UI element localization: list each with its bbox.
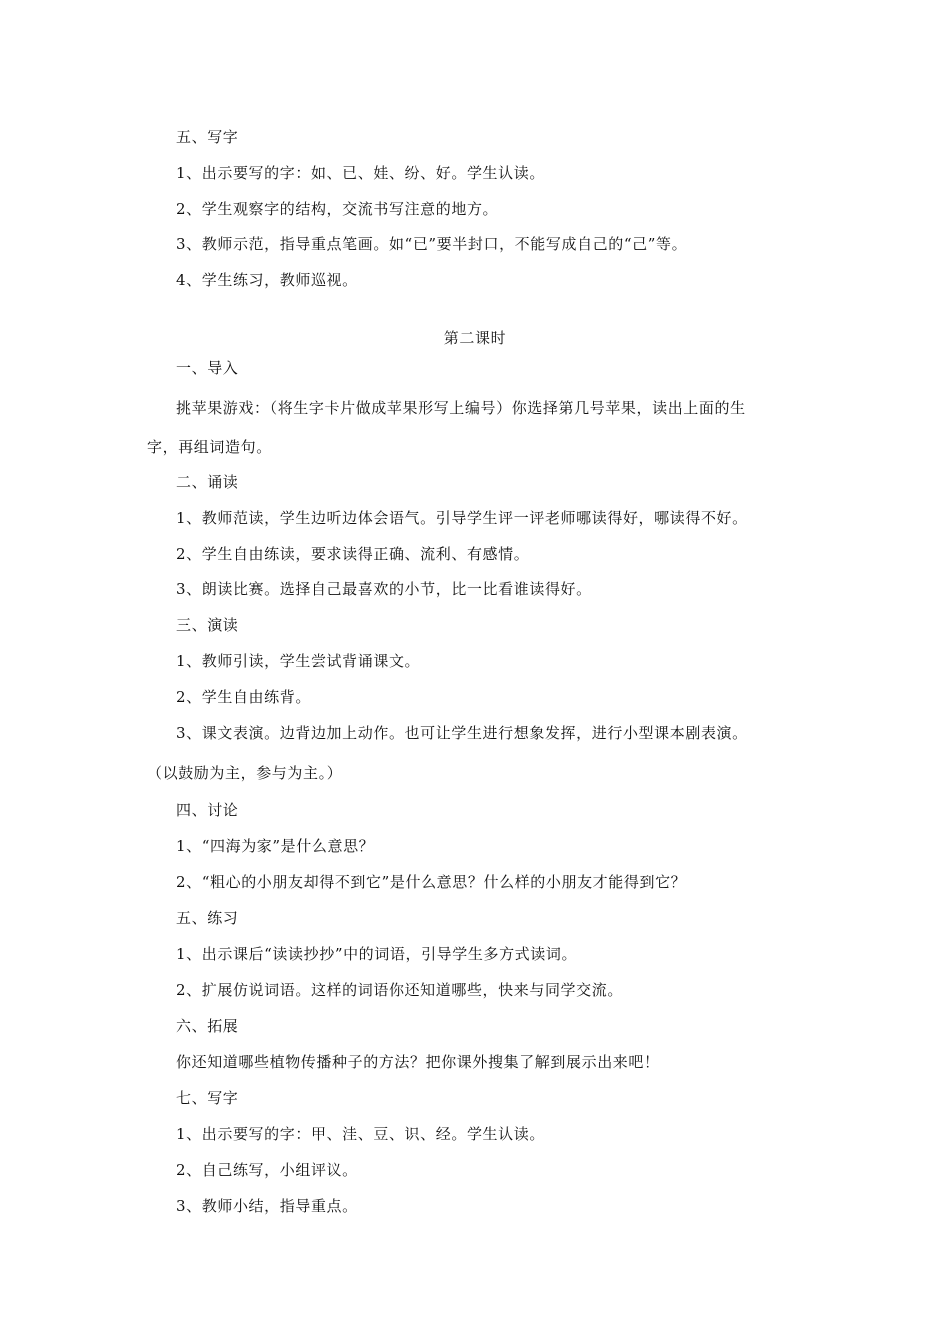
list-item: 2、自己练写，小组评议。 xyxy=(176,1161,358,1179)
paragraph-line: 挑苹果游戏：（将生字卡片做成苹果形写上编号）你选择第几号苹果，读出上面的生 xyxy=(176,399,746,417)
list-item: 3、教师小结，指导重点。 xyxy=(176,1197,358,1215)
paragraph-line: 你还知道哪些植物传播种子的方法？把你课外搜集了解到展示出来吧！ xyxy=(176,1053,660,1071)
list-item: 1、“四海为家”是什么意思？ xyxy=(176,837,375,855)
list-item: 2、“粗心的小朋友却得不到它”是什么意思？什么样的小朋友才能得到它？ xyxy=(176,873,687,891)
list-item: 1、出示要写的字：甲、洼、豆、识、经。学生认读。 xyxy=(176,1125,545,1143)
list-item: 1、出示课后“读读抄抄”中的词语，引导学生多方式读词。 xyxy=(176,945,578,963)
section-heading-writing-1: 五、写字 xyxy=(176,128,239,146)
list-item: 2、扩展仿说词语。这样的词语你还知道哪些，快来与同学交流。 xyxy=(176,981,623,999)
section-heading-extend: 六、拓展 xyxy=(176,1017,239,1035)
section-heading-practice: 五、练习 xyxy=(176,909,239,927)
section-heading-discuss: 四、讨论 xyxy=(176,801,239,819)
section-heading-writing-2: 七、写字 xyxy=(176,1089,239,1107)
paragraph-line: （以鼓励为主，参与为主。） xyxy=(147,764,343,782)
list-item: 3、课文表演。边背边加上动作。也可让学生进行想象发挥，进行小型课本剧表演。 xyxy=(176,724,748,742)
list-item: 1、教师范读，学生边听边体会语气。引导学生评一评老师哪读得好，哪读得不好。 xyxy=(176,509,748,527)
section-heading-recite: 二、诵读 xyxy=(176,473,239,491)
list-item: 1、教师引读，学生尝试背诵课文。 xyxy=(176,652,421,670)
paragraph-line: 字，再组词造句。 xyxy=(147,438,272,456)
list-item: 3、朗读比赛。选择自己最喜欢的小节，比一比看谁读得好。 xyxy=(176,580,592,598)
section-heading-intro: 一、导入 xyxy=(176,359,239,377)
list-item: 2、学生自由练读，要求读得正确、流利、有感情。 xyxy=(176,545,530,563)
list-item: 4、学生练习，教师巡视。 xyxy=(176,271,358,289)
list-item: 3、教师示范，指导重点笔画。如“已”要半封口，不能写成自己的“己”等。 xyxy=(176,235,688,253)
lesson-title: 第二课时 xyxy=(443,329,507,347)
list-item: 2、学生自由练背。 xyxy=(176,688,311,706)
section-heading-perform: 三、演读 xyxy=(176,616,239,634)
list-item: 1、出示要写的字：如、已、娃、纷、好。学生认读。 xyxy=(176,164,545,182)
list-item: 2、学生观察字的结构，交流书写注意的地方。 xyxy=(176,200,499,218)
